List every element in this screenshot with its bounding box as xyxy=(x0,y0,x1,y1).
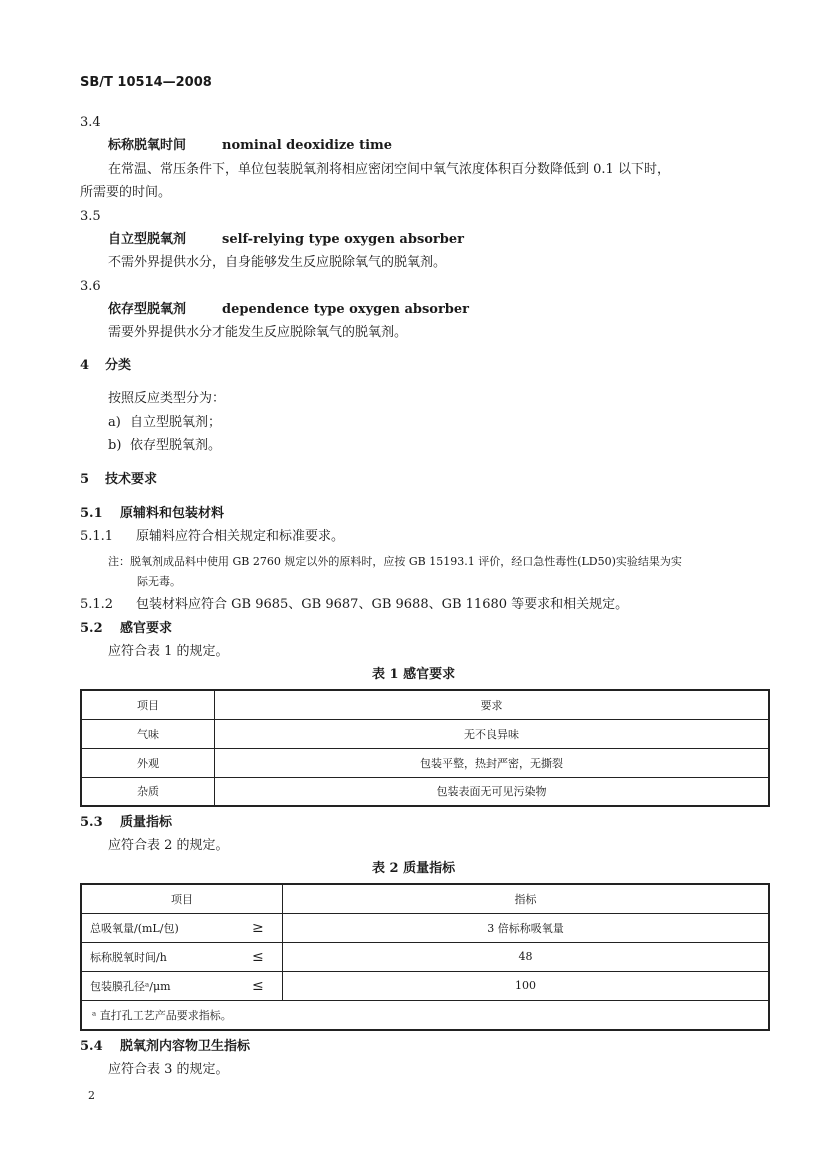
table-cell: 3 倍标称吸氧量 xyxy=(283,913,770,942)
list-item-text: 自立型脱氧剂； xyxy=(130,415,222,430)
table-1-caption: 表 1 感官要求 xyxy=(372,667,456,682)
section-5-title: 技术要求 xyxy=(105,472,158,487)
clause-5-3-number: 5.3 xyxy=(80,815,103,830)
clause-3-6-definition: 需要外界提供水分才能发生反应脱除氧气的脱氧剂。 xyxy=(108,325,408,340)
clause-5-2-text: 应符合表 1 的规定。 xyxy=(108,644,229,659)
clause-5-1-title: 原辅料和包装材料 xyxy=(120,506,225,521)
list-item-mark: a) xyxy=(108,415,121,430)
clause-5-3-text: 应符合表 2 的规定。 xyxy=(108,838,229,853)
table-1 xyxy=(80,689,770,807)
table-cell: 包装膜孔径ᵃ/μm xyxy=(81,971,250,1000)
table-row xyxy=(81,719,769,748)
clause-3-5-term-en: self-relying type oxygen absorber xyxy=(222,232,464,247)
clause-5-4-number: 5.4 xyxy=(80,1039,103,1054)
table-header-cell: 项目 xyxy=(81,884,283,913)
table-cell: 无不良异味 xyxy=(215,719,770,748)
clause-5-4-title: 脱氧剂内容物卫生指标 xyxy=(120,1039,251,1054)
clause-5-1-1-number: 5.1.1 xyxy=(80,529,114,544)
table-header-cell: 项目 xyxy=(81,690,215,719)
clause-3-4-definition-line1: 在常温、常压条件下，单位包装脱氧剂将相应密闭空间中氧气浓度体积百分数降低到 0.1 以下时， xyxy=(108,162,670,177)
table-2 xyxy=(80,883,770,1031)
clause-5-3-title: 质量指标 xyxy=(120,815,173,830)
standard-code: SB/T 10514—2008 xyxy=(80,75,212,90)
table-header-cell: 要求 xyxy=(215,690,770,719)
clause-5-1-2-number: 5.1.2 xyxy=(80,597,114,612)
table-row xyxy=(81,777,769,806)
clause-3-6-number: 3.6 xyxy=(80,279,101,294)
clause-3-4-term-en: nominal deoxidize time xyxy=(222,138,393,153)
clause-3-5-term-cn: 自立型脱氧剂 xyxy=(108,232,187,247)
table-2-caption: 表 2 质量指标 xyxy=(372,861,456,876)
clause-3-4-definition-line2: 所需要的时间。 xyxy=(80,185,172,200)
list-item-text: 依存型脱氧剂。 xyxy=(130,438,222,453)
table-cell: 气味 xyxy=(81,719,215,748)
page-number: 2 xyxy=(88,1089,95,1102)
clause-5-1-2-text: 包装材料应符合 GB 9685、GB 9687、GB 9688、GB 11680 等要求和相关规定。 xyxy=(136,597,629,612)
table-cell: 48 xyxy=(283,942,770,971)
table-row xyxy=(81,942,769,971)
comparison-symbol: ≤ xyxy=(250,971,283,1000)
table-2-footnote: ᵃ 直打孔工艺产品要求指标。 xyxy=(81,1000,769,1030)
table-cell: 包装表面无可见污染物 xyxy=(215,777,770,806)
clause-3-4-number: 3.4 xyxy=(80,115,101,130)
clause-5-2-number: 5.2 xyxy=(80,621,103,636)
clause-3-6-term-cn: 依存型脱氧剂 xyxy=(108,302,187,317)
table-row xyxy=(81,913,769,942)
table-cell: 100 xyxy=(283,971,770,1000)
clause-5-2-title: 感官要求 xyxy=(120,621,173,636)
clause-5-4-text: 应符合表 3 的规定。 xyxy=(108,1062,229,1077)
section-4-title: 分类 xyxy=(105,358,132,373)
table-row xyxy=(81,971,769,1000)
clause-3-4-term-cn: 标称脱氧时间 xyxy=(108,138,187,153)
comparison-symbol: ≤ xyxy=(250,942,283,971)
clause-3-6-term-en: dependence type oxygen absorber xyxy=(222,302,470,317)
list-item-mark: b) xyxy=(108,438,122,453)
clause-3-5-definition: 不需外界提供水分，自身能够发生反应脱除氧气的脱氧剂。 xyxy=(108,255,447,270)
table-cell: 总吸氧量/(mL/包) xyxy=(81,913,250,942)
clause-5-1-number: 5.1 xyxy=(80,506,103,521)
table-cell: 外观 xyxy=(81,748,215,777)
table-cell: 标称脱氧时间/h xyxy=(81,942,250,971)
table-footnote-row xyxy=(81,1000,769,1030)
table-cell: 杂质 xyxy=(81,777,215,806)
table-header-row xyxy=(81,690,769,719)
table-row xyxy=(81,748,769,777)
clause-5-1-1-text: 原辅料应符合相关规定和标准要求。 xyxy=(136,529,345,544)
table-header-cell: 指标 xyxy=(283,884,770,913)
table-header-row xyxy=(81,884,769,913)
section-4-intro: 按照反应类型分为： xyxy=(108,391,226,406)
section-5-number: 5 xyxy=(80,472,90,487)
table-cell: 包装平整，热封严密，无撕裂 xyxy=(215,748,770,777)
note-line1: 注：脱氧剂成品料中使用 GB 2760 规定以外的原料时，应按 GB 15193.1 评价，经口急性毒性(LD50)实验结果为实 xyxy=(108,555,682,568)
note-line2: 际无毒。 xyxy=(137,575,181,588)
section-4-number: 4 xyxy=(80,358,90,373)
comparison-symbol: ≥ xyxy=(250,913,283,942)
clause-3-5-number: 3.5 xyxy=(80,209,101,224)
